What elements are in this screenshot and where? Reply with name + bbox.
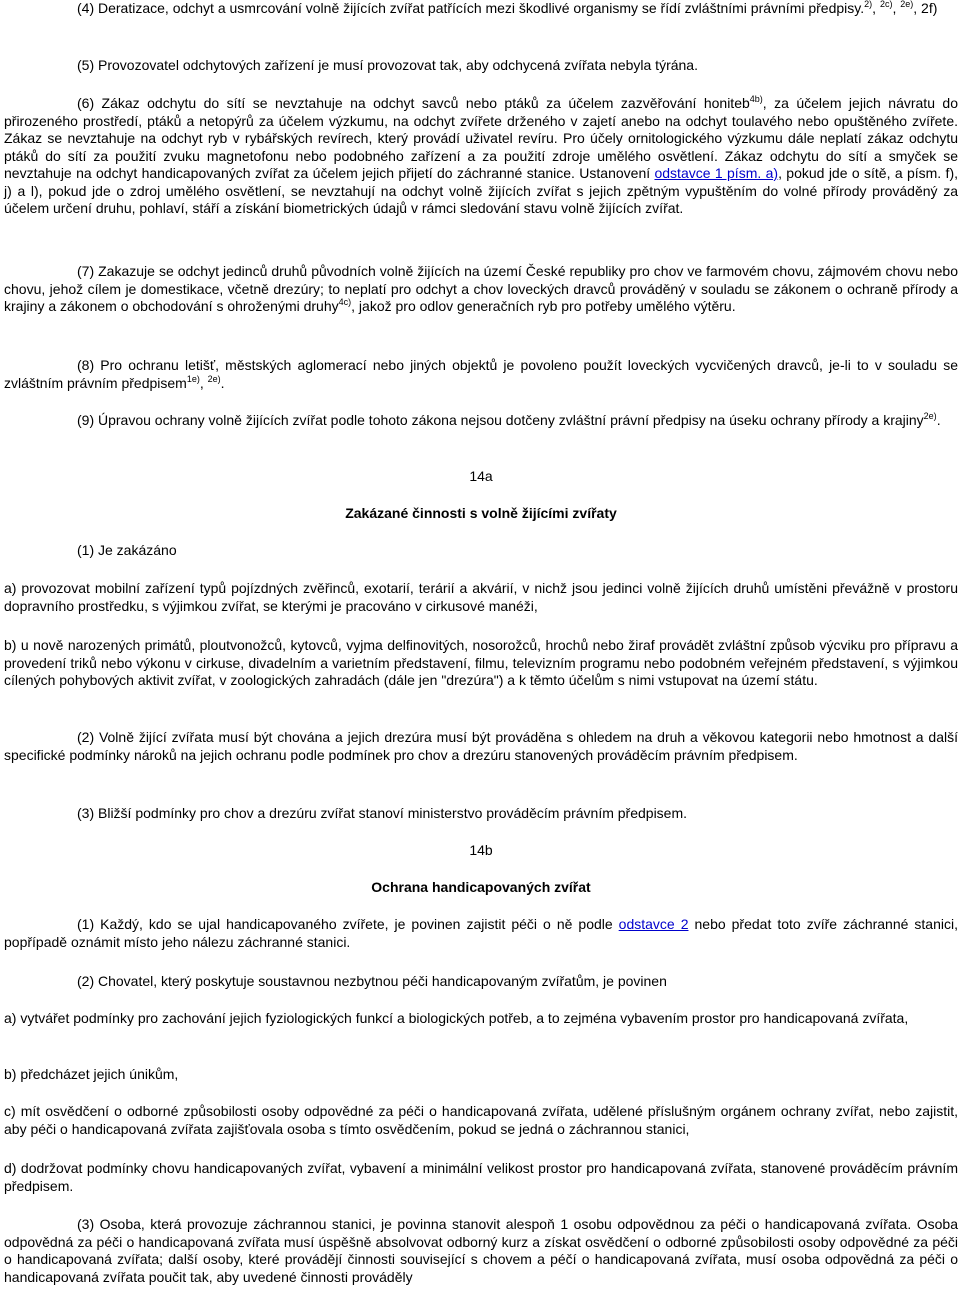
list-item-14a-a: a) provozovat mobilní zařízení typů pojízdných zvěřinců, exotarií, terárií a akvárií, v nichž jsou jedinci volně žijících druhů umístěni převážně v prostoru dopravního prostředku, s výjimkou zvířat, se kterými je pracováno v cirkusové manéži, xyxy=(4,580,958,614)
paragraph-14a-1: (1) Je zakázáno xyxy=(77,542,177,558)
paragraph-6: (6) Zákaz odchytu do sítí se nevztahuje na odchyt savců nebo ptáků za účelem zazvěřování honiteb$^{4b)}$, za účelem jejich návratu do přirozeného prostředí, ptáků a netopýrů za účelem výzkumu, na odchyt zvířete drženého v zajetí anebo na odchyt toulavého nebo opuštěného zvířete. Zákaz se nevztahuje na odchyt ryb v rybářských revírech, který provádí uživatel revíru. Pro účely ornitologického výzkumu dále neplatí zákaz odchytu ptáků do sítí za použití zvuku magnetofonu nebo podobného zařízení a za použití zdroje umělého osvětlení. Zákaz odchytu do sítí a smyček se nevztahuje na odchyt handicapovaných zvířat za účelem jejich přijetí do záchranné stanice. Ustanovení odstavce 1 písm. a), pokud jde o sítě, a písm. f), j) a l), pokud jde o zdroj umělého osvětlení, se nevztahují na odchyt volně žijících zvířat s jejich zpětným vypuštěním do volné přírody prováděný za účelem určení druhu, pohlaví, stáří a získání biometrických údajů v rámci sledování stavu volně žijících zvířat. xyxy=(4,94,958,216)
section-14b-number: 14b xyxy=(469,842,493,858)
list-item-14b-a: a) vytvářet podmínky pro zachování jejich fyziologických funkcí a biologických potřeb, a to zejména vybavením prostor pro handicapovaná zvířata, xyxy=(4,1010,909,1026)
section-14a-number: 14a xyxy=(469,468,493,484)
paragraph-4: (4) Deratizace, odchyt a usmrcování volně žijících zvířat patřících mezi škodlivé organismy se řídí zvláštními právními předpisy.$^{2)}$, $^{2c)}$, $^{2e)}$, 2f) xyxy=(77,0,938,16)
link-odstavce-2[interactable]: odstavce 2 xyxy=(618,916,689,932)
list-item-14a-b: b) u nově narozených primátů, ploutvonožců, kytovců, vyjma delfinovitých, nosorožců, hrochů nebo žiraf provádět zvláštní způsob výcviku pro přípravu a provedení triků nebo výkonu v cirkuse, divadelním a varietním představení, filmu, televizním programu nebo podobném veřejném představení, s výjimkou cílených pohybových aktivit zvířat, v zoologických zahradách (dále jen "drezúra") a k těmto účelům s nimi vstupovat na území státu. xyxy=(4,637,958,688)
list-item-14b-d: d) dodržovat podmínky chovu handicapovaných zvířat, vybavení a minimální velikost prostor pro handicapovaná zvířata, stanovené prováděcím právním předpisem. xyxy=(4,1160,958,1194)
paragraph-14b-2: (2) Chovatel, který poskytuje soustavnou nezbytnou péči handicapovaným zvířatům, je povinen xyxy=(77,973,667,989)
paragraph-14b-3: (3) Osoba, která provozuje záchrannou stanici, je povinna stanovit alespoň 1 osobu odpovědnou za péči o handicapovaná zvířata. Osoba odpovědná za péči o handicapovaná zvířata musí úspěšně absolvovat odborný kurz a získat osvědčení o odborné způsobilosti osoby odpovědné za péči o handicapovaná zvířata; další osoby, které provádějí činnosti související s chovem a péčí o handicapovaná zvířata, musí osoba odpovědná za péči o handicapovaná zvířata poučit tak, aby uvedené činnosti prováděly xyxy=(4,1216,958,1285)
footnote-ref[interactable]: 4c) xyxy=(338,297,352,307)
paragraph-8: (8) Pro ochranu letišť, městských aglomerací nebo jiných objektů je povoleno použít loveckých vycvičených dravců, je-li to v souladu se zvláštním právním předpisem$^{1e)}$, $^{2e)}$. xyxy=(4,357,958,391)
list-item-14b-b: b) předcházet jejich únikům, xyxy=(4,1066,179,1082)
footnote-ref[interactable]: 2c) xyxy=(879,0,893,9)
paragraph-14a-2: (2) Volně žijící zvířata musí být chována a jejich drezúra musí být prováděna s ohledem na druh a věkovou kategorii nebo hmotnost a další specifické podmínky nároků na jejich ochranu podle podmínek pro chov a drezúru stanovených prováděcím právním předpisem. xyxy=(4,729,958,763)
link-odstavce-1-pism-a[interactable]: odstavce 1 písm. a) xyxy=(654,165,779,181)
footnote-ref[interactable]: 2e) xyxy=(900,0,914,9)
footnote-ref[interactable]: 1e) xyxy=(186,373,200,384)
paragraph-14a-3: (3) Bližší podmínky pro chov a drezúru zvířat stanoví ministerstvo prováděcím právním předpisem. xyxy=(77,805,688,821)
section-14b-title: Ochrana handicapovaných zvířat xyxy=(371,879,591,895)
footnote-ref[interactable]: 2) xyxy=(864,0,873,9)
footnote-ref[interactable]: 2e) xyxy=(923,411,937,421)
paragraph-5: (5) Provozovatel odchytových zařízení je musí provozovat tak, aby odchycená zvířata nebyla týrána. xyxy=(77,57,698,73)
paragraph-9: (9) Úpravou ochrany volně žijících zvířat podle tohoto zákona nejsou dotčeny zvláštní právní předpisy na úseku ochrany přírody a krajiny$^{2e)}$. xyxy=(77,411,941,428)
paragraph-7: (7) Zakazuje se odchyt jedinců druhů původních volně žijících na území České republiky pro chov ve farmovém chovu, zájmovém chovu nebo chovu, jehož cílem je domestikace, včetně drezúry; to neplatí pro odchyt a chov loveckých dravců prováděný v souladu se zákonem o ochraně přírody a krajiny a zákonem o obchodování s ohroženými druhy$^{4c)}$, jakož pro odlov generačních ryb pro potřeby umělého výtěru. xyxy=(4,263,958,314)
list-item-14b-c: c) mít osvědčení o odborné způsobilosti osoby odpovědné za péči o handicapovaná zvířata, udělené příslušným orgánem ochrany zvířat, nebo zajistit, aby péči o handicapovaná zvířata zajišťovala osoba s tímto osvědčením, pokud se jedná o záchrannou stanici, xyxy=(4,1103,958,1137)
footnote-ref[interactable]: 2e) xyxy=(207,373,221,384)
section-14a-title: Zakázané činnosti s volně žijícími zvířaty xyxy=(345,505,617,521)
paragraph-14b-1: (1) Každý, kdo se ujal handicapovaného zvířete, je povinen zajistit péči o ně podle odstavce 2 nebo předat toto zvíře záchranné stanici, popřípadě oznámit místo jeho nálezu záchranné stanici. xyxy=(4,916,958,950)
footnote-ref[interactable]: 4b) xyxy=(749,94,763,104)
